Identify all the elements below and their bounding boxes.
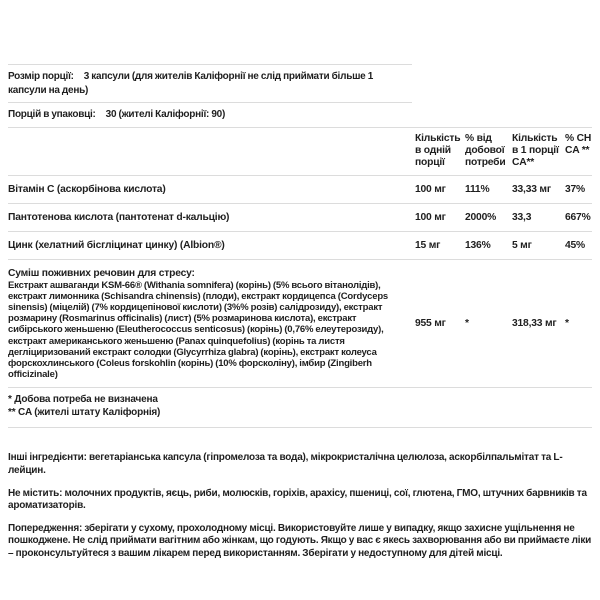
nutrient-ca-amount: 33,3 [512,211,532,223]
blend-dv: * [465,317,469,329]
nutrient-amount: 100 мг [415,183,446,195]
nutrient-ca-amount: 33,33 мг [512,183,551,195]
free-of-label: Не містить: [8,487,63,499]
nutrient-dv: 136% [465,239,491,251]
nutrient-amount: 100 мг [415,211,446,223]
serving-size-value: 3 капсули (для жителів Каліфорнії не слід приймати більше 1 капсули на день) [8,71,374,96]
header-ca-amount: Кількість в 1 порції CA** [512,132,559,168]
header-daily-value: % від добової потреби [465,132,506,168]
blend-ca-amount: 318,33 мг [512,317,557,329]
stress-blend-title: Суміш поживних речовин для стресу: [8,267,195,279]
footnote-california: ** CA (жителі штату Каліфорнія) [8,407,161,419]
servings-count-label: Порцій в упаковці: [8,109,96,120]
nutrient-dv: 111% [465,183,490,195]
table-row [8,204,592,232]
header-nutrient [8,128,415,139]
blend-ca-dv: * [565,317,569,329]
warning-label: Попередження: [8,522,83,534]
nutrient-ca-amount: 5 мг [512,239,532,251]
blend-amount: 955 мг [415,317,446,329]
free-of-text: молочних продуктів, яєць, риби, молюсків, горіхів, арахісу, пшениці, сої, глютена, ГМО, штучних барвників та ароматизаторів. [8,487,587,512]
nutrient-dv: 2000% [465,211,497,223]
nutrient-amount: 15 мг [415,239,441,251]
nutrition-facts-table [8,127,592,429]
other-ingredients-paragraph [8,452,592,477]
header-amount-per-serving: Кількість в одній порції [415,132,461,168]
table-row [8,176,592,204]
nutrient-ca-dv: 667% [565,211,591,223]
other-ingredients-label: Інші інгредієнти: [8,452,87,464]
nutrient-name: Вітамін C (аскорбінова кислота) [8,183,166,195]
nutrient-name: Пантотенова кислота (пантотенат d-кальцію) [8,211,230,223]
table-footnotes [8,388,592,428]
warning-text: зберігати у сухому, прохолодному місці. Використовуйте лише у випадку, якщо захисне ущільнення не пошкоджене. Не слід приймати вагітним або жінкам, що годують. Якщо у вас є якесь захворювання або ви приймаєте ліки – проконсультуйтеся з вашим лікарем перед використанням. Зберігати у недоступному для дітей місці. [8,522,592,559]
stress-blend-row [8,260,592,389]
nutrient-ca-dv: 45% [565,239,586,251]
servings-per-container-section [8,102,412,127]
serving-size-section [8,64,412,102]
other-ingredients-text: вегетаріанська капсула (гіпромелоза та вода), мікрокристалічна целюлоза, аскорбілпальмітат та L-лейцин. [8,452,563,476]
free-of-paragraph [8,488,592,513]
nutrient-ca-dv: 37% [565,183,586,195]
nutrient-name: Цинк (хелатний бісгліцинат цинку) (Albion®) [8,239,225,251]
serving-size-label: Розмір порції: [8,71,74,82]
table-header-row [8,128,592,176]
servings-count-value: 30 (жителі Каліфорнії: 90) [105,109,226,120]
table-row [8,232,592,260]
header-ca-daily-value: % CH CA ** [565,132,592,156]
footnote-daily-value: * Добова потреба не визначена [8,394,158,406]
stress-blend-ingredients: Екстракт ашваганди KSM-66® (Withania somnifera) (корінь) (5% всього вітанолідів), екстракт лимонника (Schisandra chinensis) (плоди), екстракт кордицепса (Cordyceps sinensis) (міцелій) (7% кордицепінової кислоти) (3%% розів) салідрозиду), екстракт розмарину (Rosmarinus officinalis) (лист) (5% розмаринова кислота), екстракт сибірського женьшеню (Eleutherococcus senticosus) (корінь) (0,76% елеутерозиду), екстракт американського женьшеню (Panax quinquefolius) (корінь та листя дегліциризований екстракт солодки (Glycyrrhiza glabra) (корінь), екстракт колеуса форскохлинського (Coleus forskohlin (корінь) (10% форсколіну), імбир (Zingiberh officizinale) [8,279,388,381]
warning-paragraph [8,523,592,561]
stress-blend-description [8,260,415,388]
additional-info-section [8,452,592,560]
